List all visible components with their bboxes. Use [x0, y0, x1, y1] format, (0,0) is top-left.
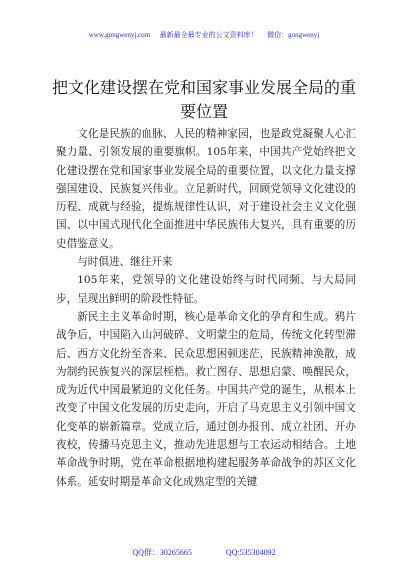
- footer-qq: QQ:535304092: [225, 548, 276, 557]
- document-body: [56, 125, 356, 491]
- paragraph-new-democratic-revolution: 新民主主义革命时期，核心是革命文化的孕育和生成。鸦片战争后，中国陷入山河破碎、文明蒙尘的危局，传统文化转型滞后、西方文化纷至沓来、民众思想困顿迷茫，民族精神涣散，成为制约民族复兴的深层桎梏。救亡图存、思想启蒙、唤醒民众，成为近代中国最紧迫的文化任务。中国共产党的诞生，从根本上改变了中国文化发展的历史走向，开启了马克思主义引领中国文化变革的崭新篇章。党成立后，通过创办报刊、成立社团、开办夜校，传播马克思主义，推动先进思想与工农运动相结合。土地革命战争时期，党在革命根据地构建起服务革命战争的苏区文化体系。延安时期是革命文化成熟定型的关键: [56, 310, 356, 488]
- page-header: [0, 30, 408, 40]
- page-footer: [0, 547, 408, 558]
- header-slogan: 最新最全最专业的公文资料库！: [159, 31, 258, 39]
- paragraph-section-lead: 105年来，党领导的文化建设始终与时代同频、与大局同步，呈现出鲜明的阶段性特征。: [56, 274, 356, 305]
- section-heading: 与时俱进、继往开来: [77, 256, 173, 269]
- document-title: 把文化建设摆在党和国家事业发展全局的重要位置: [51, 78, 356, 121]
- header-wechat-label: 微信：: [267, 31, 289, 39]
- header-website[interactable]: www.gongwenyj.com: [88, 31, 151, 39]
- footer-qq-group: QQ群：30265665: [132, 548, 192, 557]
- header-wechat-id: gongwenyj: [288, 31, 320, 39]
- paragraph-intro: 文化是民族的血脉、人民的精神家园，也是政党凝聚人心汇聚力量、引领发展的重要旗帜。105年来，中国共产党始终把文化建设摆在党和国家事业发展全局的重要位置，以文化力量支撑强国建设、民族复兴伟业。立足新时代，回顾党领导文化建设的历程、成就与经验，提炼规律性认识，对于建设社会主义文化强国、以中国式现代化全面推进中华民族伟大复兴，具有重要的历史借鉴意义。: [56, 128, 356, 250]
